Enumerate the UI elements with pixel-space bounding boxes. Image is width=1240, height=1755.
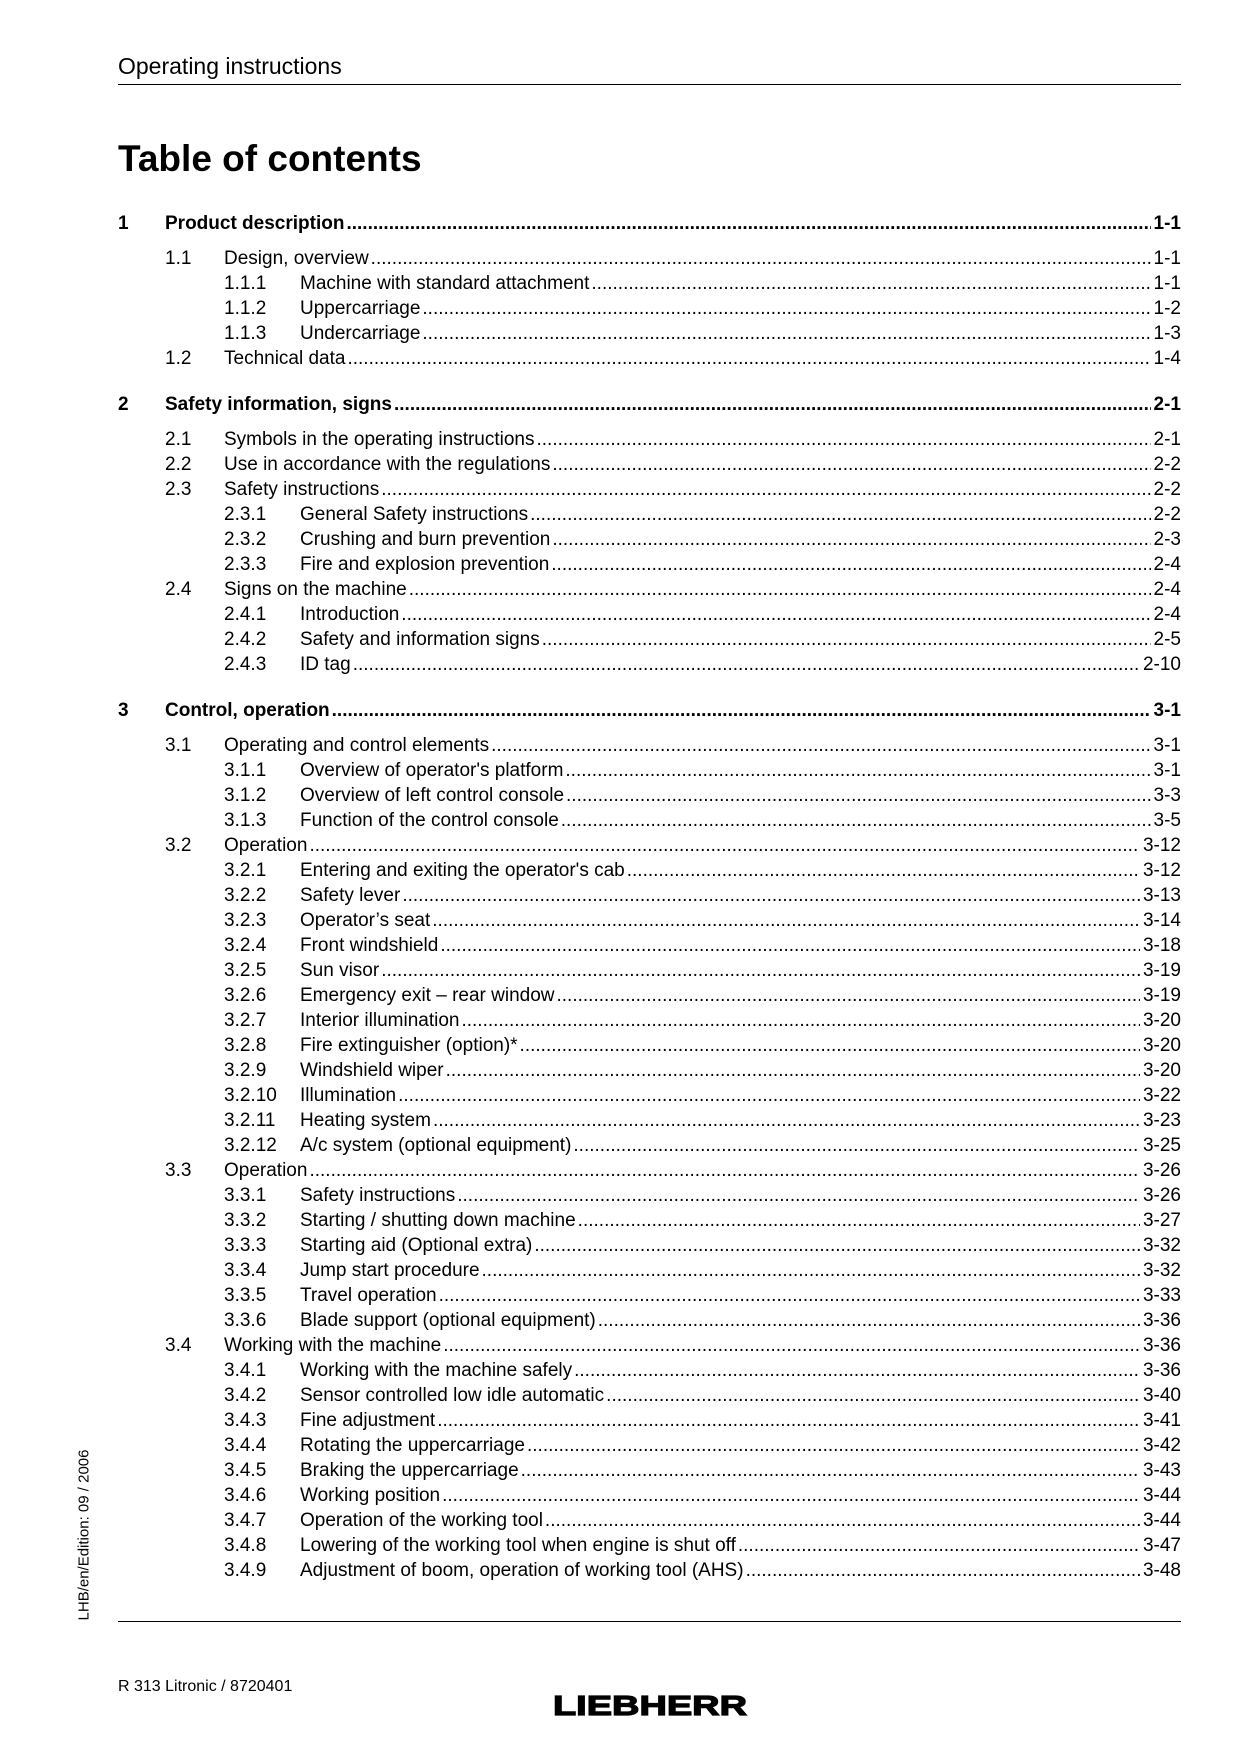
- toc-number: 3.4.4: [224, 1435, 267, 1456]
- toc-chapter-heading[interactable]: [118, 211, 1181, 236]
- dot-leader: [401, 602, 1150, 627]
- toc-number: 3.2.12: [224, 1135, 277, 1156]
- dot-leader: [332, 698, 1151, 723]
- toc-number: 3.1.1: [224, 760, 267, 781]
- toc-number: 3.4.8: [224, 1535, 267, 1556]
- dot-leader: [347, 346, 1150, 371]
- toc-subsection[interactable]: [118, 1558, 1181, 1583]
- toc-title: Signs on the machine: [224, 579, 407, 600]
- dot-leader: [457, 1183, 1140, 1208]
- toc-subsection[interactable]: [118, 908, 1181, 933]
- toc-section[interactable]: [118, 1158, 1181, 1183]
- toc-page-number: 3-26: [1142, 1185, 1181, 1206]
- toc-subsection[interactable]: [118, 758, 1181, 783]
- toc-subsection[interactable]: [118, 1033, 1181, 1058]
- toc-page-number: 3-20: [1142, 1035, 1181, 1056]
- toc-page-number: 3-20: [1142, 1060, 1181, 1081]
- toc-number: 2.1: [165, 429, 192, 450]
- toc-number: 2.2: [165, 454, 192, 475]
- toc-title: General Safety instructions: [300, 504, 529, 525]
- toc-title: Adjustment of boom, operation of working tool (AHS): [300, 1560, 744, 1581]
- toc-title: Illumination: [300, 1085, 397, 1106]
- toc-page-number: 3-3: [1153, 785, 1181, 806]
- toc-page-number: 1-3: [1153, 323, 1181, 344]
- toc-number: 3.3.5: [224, 1285, 267, 1306]
- toc-subsection[interactable]: [118, 1483, 1181, 1508]
- toc-title: Working with the machine safely: [300, 1360, 573, 1381]
- toc-subsection[interactable]: [118, 883, 1181, 908]
- toc-subsection[interactable]: [118, 652, 1181, 677]
- toc-title: Use in accordance with the regulations: [224, 454, 551, 475]
- dot-leader: [552, 452, 1150, 477]
- toc-number: 2.4.3: [224, 654, 267, 675]
- toc-subsection[interactable]: [118, 1208, 1181, 1233]
- toc-page-number: 1-1: [1153, 248, 1181, 269]
- dot-leader: [432, 908, 1140, 933]
- toc-subsection[interactable]: [118, 1283, 1181, 1308]
- toc-page-number: 3-41: [1142, 1410, 1181, 1431]
- dot-leader: [482, 1258, 1140, 1283]
- dot-leader: [433, 1108, 1140, 1133]
- toc-number: 1.1.1: [224, 273, 267, 294]
- toc-page-number: 3-26: [1142, 1160, 1181, 1181]
- toc-number: 3.4.1: [224, 1360, 267, 1381]
- toc-page-number: 3-36: [1142, 1310, 1181, 1331]
- dot-leader: [371, 246, 1151, 271]
- toc-number: 3.2.11: [224, 1110, 276, 1131]
- toc-chapter: [118, 392, 1181, 677]
- toc-subsection[interactable]: [118, 1433, 1181, 1458]
- toc-number: 1.2: [165, 348, 192, 369]
- toc-subsection[interactable]: [118, 1183, 1181, 1208]
- toc-page-number: 2-1: [1153, 394, 1181, 415]
- dot-leader: [627, 858, 1140, 883]
- toc-title: Fire and explosion prevention: [300, 554, 550, 575]
- toc-subsection[interactable]: [118, 858, 1181, 883]
- dot-leader: [446, 1058, 1140, 1083]
- toc-title: Overview of operator's platform: [300, 760, 564, 781]
- toc-subsection[interactable]: [118, 552, 1181, 577]
- toc-title: Lowering of the working tool when engine is shut off: [300, 1535, 736, 1556]
- toc-title: Function of the control console: [300, 810, 559, 831]
- toc-number: 3.2.2: [224, 885, 267, 906]
- toc-number: 3.2.7: [224, 1010, 267, 1031]
- dot-leader: [398, 1083, 1140, 1108]
- toc-title: Windshield wiper: [300, 1060, 444, 1081]
- toc-page-number: 3-32: [1142, 1235, 1181, 1256]
- toc-number: 3.2.10: [224, 1085, 277, 1106]
- toc-number: 3.2.6: [224, 985, 267, 1006]
- dot-leader: [591, 271, 1150, 296]
- table-of-contents: [118, 211, 1181, 1604]
- toc-title: Introduction: [300, 604, 400, 625]
- toc-page-number: 2-3: [1153, 529, 1181, 550]
- toc-number: 2.3.1: [224, 504, 267, 525]
- toc-number: 3.4: [165, 1335, 192, 1356]
- dot-leader: [381, 477, 1150, 502]
- dot-leader: [542, 627, 1151, 652]
- toc-subsection[interactable]: [118, 1258, 1181, 1283]
- dot-leader: [440, 933, 1140, 958]
- toc-page-number: 3-19: [1142, 985, 1181, 1006]
- toc-title: Operator’s seat: [300, 910, 431, 931]
- dot-leader: [394, 392, 1151, 417]
- toc-subsection[interactable]: [118, 1508, 1181, 1533]
- toc-subsection[interactable]: [118, 983, 1181, 1008]
- toc-number: 3.2.9: [224, 1060, 267, 1081]
- toc-page-number: 3-36: [1142, 1335, 1181, 1356]
- toc-number: 1.1.2: [224, 298, 267, 319]
- toc-title: Travel operation: [300, 1285, 437, 1306]
- running-header: Operating instructions: [118, 53, 342, 79]
- toc-title: Safety instructions: [300, 1185, 456, 1206]
- toc-title: Safety instructions: [224, 479, 380, 500]
- toc-number: 3.3.2: [224, 1210, 267, 1231]
- toc-chapter-heading[interactable]: [118, 392, 1181, 417]
- toc-page-number: 3-33: [1142, 1285, 1181, 1306]
- toc-page-number: 2-10: [1142, 654, 1181, 675]
- toc-number: 1: [118, 213, 129, 234]
- toc-section[interactable]: [118, 577, 1181, 602]
- toc-page-number: 1-1: [1153, 213, 1181, 234]
- toc-title: Control, operation: [165, 700, 330, 721]
- toc-number: 3.4.9: [224, 1560, 267, 1581]
- dot-leader: [422, 321, 1150, 346]
- toc-title: Blade support (optional equipment): [300, 1310, 596, 1331]
- dot-leader: [534, 1233, 1140, 1258]
- toc-number: 2.4.2: [224, 629, 267, 650]
- toc-title: Working position: [300, 1485, 441, 1506]
- toc-subsection[interactable]: [118, 1233, 1181, 1258]
- toc-title: Overview of left control console: [300, 785, 565, 806]
- toc-chapter: [118, 211, 1181, 371]
- toc-subsection[interactable]: [118, 1108, 1181, 1133]
- toc-subsection[interactable]: [118, 1308, 1181, 1333]
- toc-page-number: 3-13: [1142, 885, 1181, 906]
- dot-leader: [520, 1033, 1140, 1058]
- toc-number: 3.2: [165, 835, 192, 856]
- dot-leader: [409, 577, 1151, 602]
- dot-leader: [346, 211, 1150, 236]
- toc-subsection[interactable]: [118, 271, 1181, 296]
- toc-title: Operation: [224, 835, 308, 856]
- dot-leader: [437, 1408, 1140, 1433]
- toc-page-number: 3-18: [1142, 935, 1181, 956]
- toc-title: Heating system: [300, 1110, 431, 1131]
- toc-number: 3.2.5: [224, 960, 267, 981]
- toc-subsection[interactable]: [118, 1008, 1181, 1033]
- toc-page-number: 3-23: [1142, 1110, 1181, 1131]
- toc-number: 3.3: [165, 1160, 192, 1181]
- dot-leader: [746, 1558, 1140, 1583]
- toc-subsection[interactable]: [118, 1383, 1181, 1408]
- dot-leader: [381, 958, 1140, 983]
- toc-page-number: 2-2: [1153, 454, 1181, 475]
- toc-number: 3: [118, 700, 129, 721]
- toc-number: 1.1.3: [224, 323, 267, 344]
- dot-leader: [578, 1208, 1140, 1233]
- toc-chapter: [118, 698, 1181, 1583]
- toc-number: 3.2.8: [224, 1035, 267, 1056]
- toc-number: 2.3.3: [224, 554, 267, 575]
- toc-title: Machine with standard attachment: [300, 273, 590, 294]
- toc-number: 3.4.2: [224, 1385, 267, 1406]
- dot-leader: [309, 1158, 1140, 1183]
- toc-subsection[interactable]: [118, 1458, 1181, 1483]
- toc-page-number: 3-1: [1153, 735, 1181, 756]
- toc-number: 3.1: [165, 735, 192, 756]
- toc-page-number: 3-1: [1153, 700, 1181, 721]
- toc-section[interactable]: [118, 246, 1181, 271]
- toc-title: Safety lever: [300, 885, 401, 906]
- liebherr-logo: [552, 1692, 748, 1718]
- toc-number: 3.3.1: [224, 1185, 267, 1206]
- dot-leader: [442, 1483, 1140, 1508]
- toc-subsection[interactable]: [118, 502, 1181, 527]
- dot-leader: [491, 733, 1150, 758]
- toc-section[interactable]: [118, 833, 1181, 858]
- toc-page-number: 2-1: [1153, 429, 1181, 450]
- toc-page-number: 3-44: [1142, 1510, 1181, 1531]
- toc-chapter-heading[interactable]: [118, 698, 1181, 723]
- dot-leader: [606, 1383, 1140, 1408]
- toc-title: Product description: [165, 213, 345, 234]
- toc-title: Entering and exiting the operator's cab: [300, 860, 625, 881]
- toc-page-number: 3-12: [1142, 835, 1181, 856]
- toc-subsection[interactable]: [118, 321, 1181, 346]
- toc-number: 3.2.4: [224, 935, 267, 956]
- header-rule: [118, 84, 1181, 85]
- dot-leader: [461, 1008, 1140, 1033]
- toc-page-number: 3-47: [1142, 1535, 1181, 1556]
- dot-leader: [530, 502, 1150, 527]
- toc-page-number: 2-2: [1153, 479, 1181, 500]
- toc-title: Jump start procedure: [300, 1260, 480, 1281]
- toc-page-number: 3-5: [1153, 810, 1181, 831]
- toc-title: Safety and information signs: [300, 629, 540, 650]
- toc-subsection[interactable]: [118, 808, 1181, 833]
- toc-section[interactable]: [118, 452, 1181, 477]
- toc-title: Operation: [224, 1160, 308, 1181]
- toc-title: A/c system (optional equipment): [300, 1135, 572, 1156]
- toc-title: Rotating the uppercarriage: [300, 1435, 525, 1456]
- toc-page-number: 3-22: [1142, 1085, 1181, 1106]
- toc-number: 2.4.1: [224, 604, 267, 625]
- toc-title: Working with the machine: [224, 1335, 442, 1356]
- toc-page-number: 3-40: [1142, 1385, 1181, 1406]
- toc-title: Front windshield: [300, 935, 439, 956]
- toc-subsection[interactable]: [118, 958, 1181, 983]
- dot-leader: [598, 1308, 1140, 1333]
- dot-leader: [527, 1433, 1140, 1458]
- toc-number: 1.1: [165, 248, 192, 269]
- toc-subsection[interactable]: [118, 527, 1181, 552]
- toc-number: 2.3.2: [224, 529, 267, 550]
- toc-page-number: 2-4: [1153, 554, 1181, 575]
- toc-page-number: 2-4: [1153, 604, 1181, 625]
- dot-leader: [552, 527, 1150, 552]
- toc-number: 3.2.3: [224, 910, 267, 931]
- dot-leader: [545, 1508, 1140, 1533]
- toc-section[interactable]: [118, 346, 1181, 371]
- toc-page-number: 3-32: [1142, 1260, 1181, 1281]
- toc-page-number: 3-44: [1142, 1485, 1181, 1506]
- toc-title: Interior illumination: [300, 1010, 460, 1031]
- toc-page-number: 2-4: [1153, 579, 1181, 600]
- dot-leader: [402, 883, 1140, 908]
- toc-number: 3.2.1: [224, 860, 267, 881]
- dot-leader: [309, 833, 1140, 858]
- toc-title: Starting aid (Optional extra): [300, 1235, 533, 1256]
- toc-subsection[interactable]: [118, 933, 1181, 958]
- toc-title: Emergency exit – rear window: [300, 985, 555, 1006]
- toc-page-number: 1-1: [1153, 273, 1181, 294]
- toc-subsection[interactable]: [118, 627, 1181, 652]
- dot-leader: [443, 1333, 1140, 1358]
- toc-section[interactable]: [118, 427, 1181, 452]
- dot-leader: [574, 1358, 1140, 1383]
- toc-page-number: 2-5: [1153, 629, 1181, 650]
- dot-leader: [439, 1283, 1140, 1308]
- toc-page-number: 3-1: [1153, 760, 1181, 781]
- toc-section[interactable]: [118, 1333, 1181, 1358]
- toc-number: 3.3.3: [224, 1235, 267, 1256]
- toc-page-number: 3-20: [1142, 1010, 1181, 1031]
- toc-subsection[interactable]: [118, 1133, 1181, 1158]
- toc-page-number: 2-2: [1153, 504, 1181, 525]
- liebherr-logo-text: LIEBHERR: [553, 1692, 747, 1718]
- model-number: R 313 Litronic / 8720401: [118, 1678, 293, 1695]
- toc-page-number: 3-48: [1142, 1560, 1181, 1581]
- toc-number: 3.1.3: [224, 810, 267, 831]
- toc-page-number: 3-43: [1142, 1460, 1181, 1481]
- toc-page-number: 3-36: [1142, 1360, 1181, 1381]
- toc-subsection[interactable]: [118, 1083, 1181, 1108]
- toc-subsection[interactable]: [118, 602, 1181, 627]
- toc-page-number: 3-25: [1142, 1135, 1181, 1156]
- dot-leader: [521, 1458, 1140, 1483]
- toc-page-number: 3-27: [1142, 1210, 1181, 1231]
- toc-title: Fire extinguisher (option)*: [300, 1035, 518, 1056]
- toc-title: Sensor controlled low idle automatic: [300, 1385, 605, 1406]
- toc-number: 2.4: [165, 579, 192, 600]
- toc-page-number: 3-42: [1142, 1435, 1181, 1456]
- dot-leader: [537, 427, 1151, 452]
- toc-number: 3.3.6: [224, 1310, 267, 1331]
- footer-rule: [118, 1621, 1181, 1622]
- toc-page-number: 3-14: [1142, 910, 1181, 931]
- dot-leader: [738, 1533, 1140, 1558]
- toc-number: 3.3.4: [224, 1260, 267, 1281]
- dot-leader: [561, 808, 1151, 833]
- toc-title: Undercarriage: [300, 323, 421, 344]
- toc-number: 2: [118, 394, 129, 415]
- toc-page-number: 3-19: [1142, 960, 1181, 981]
- dot-leader: [551, 552, 1150, 577]
- page-title: Table of contents: [118, 138, 422, 179]
- toc-number: 3.4.3: [224, 1410, 267, 1431]
- toc-title: Symbols in the operating instructions: [224, 429, 535, 450]
- toc-title: Operation of the working tool: [300, 1510, 543, 1531]
- dot-leader: [565, 758, 1150, 783]
- toc-title: Crushing and burn prevention: [300, 529, 551, 550]
- dot-leader: [557, 983, 1140, 1008]
- toc-title: Uppercarriage: [300, 298, 421, 319]
- toc-title: Technical data: [224, 348, 346, 369]
- toc-title: ID tag: [300, 654, 351, 675]
- toc-subsection[interactable]: [118, 1358, 1181, 1383]
- toc-subsection[interactable]: [118, 1408, 1181, 1433]
- toc-title: Design, overview: [224, 248, 369, 269]
- toc-title: Braking the uppercarriage: [300, 1460, 519, 1481]
- dot-leader: [422, 296, 1150, 321]
- dot-leader: [566, 783, 1151, 808]
- toc-section[interactable]: [118, 733, 1181, 758]
- toc-title: Safety information, signs: [165, 394, 392, 415]
- toc-subsection[interactable]: [118, 1058, 1181, 1083]
- dot-leader: [573, 1133, 1140, 1158]
- toc-number: 3.1.2: [224, 785, 267, 806]
- toc-section[interactable]: [118, 477, 1181, 502]
- toc-number: 3.4.7: [224, 1510, 267, 1531]
- toc-subsection[interactable]: [118, 1533, 1181, 1558]
- toc-page-number: 1-2: [1153, 298, 1181, 319]
- toc-page-number: 3-12: [1142, 860, 1181, 881]
- edition-label: LHB/en/Edition: 09 / 2006: [75, 1449, 93, 1621]
- toc-subsection[interactable]: [118, 296, 1181, 321]
- toc-title: Sun visor: [300, 960, 380, 981]
- toc-title: Fine adjustment: [300, 1410, 436, 1431]
- toc-number: 3.4.6: [224, 1485, 267, 1506]
- toc-number: 2.3: [165, 479, 192, 500]
- toc-page-number: 1-4: [1153, 348, 1181, 369]
- dot-leader: [353, 652, 1140, 677]
- toc-subsection[interactable]: [118, 783, 1181, 808]
- toc-number: 3.4.5: [224, 1460, 267, 1481]
- toc-title: Operating and control elements: [224, 735, 490, 756]
- toc-title: Starting / shutting down machine: [300, 1210, 576, 1231]
